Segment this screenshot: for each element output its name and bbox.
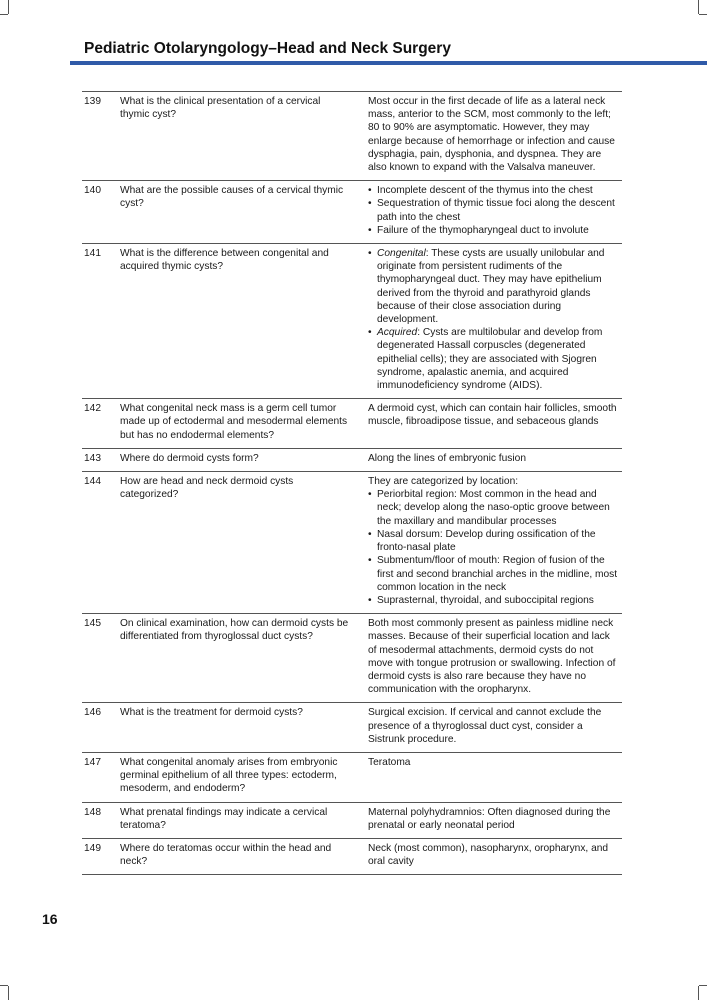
term-text: : Cysts are multilobular and develop from degenerated Hassall corpuscles (degenerated epithelial cells); they are associated with Sjogren syndrome, apalastic anemia, and acquired immunodeficiency syndrome (AIDS). — [377, 327, 603, 392]
table-row — [82, 802, 622, 838]
answer-intro: They are categorized by location: — [368, 476, 519, 488]
running-header-title: Pediatric Otolaryngology–Head and Neck Surgery — [84, 40, 451, 57]
crop-mark — [0, 14, 8, 15]
crop-mark — [0, 985, 8, 986]
table-row — [82, 614, 622, 703]
crop-mark — [8, 986, 9, 1000]
list-item — [368, 247, 618, 326]
term-text: : These cysts are usually unilobular and originate from persistent rudiments of the thymopharyngeal duct. They may have epithelium derived from the thyroid and parathyroid glands because of their close association during development. — [377, 248, 605, 326]
question-number: 147 — [82, 752, 120, 802]
question-text: What is the difference between congenital and acquired thymic cysts? — [120, 244, 362, 399]
term-label: Congenital — [377, 248, 426, 260]
question-number: 149 — [82, 838, 120, 874]
question-number: 143 — [82, 448, 120, 471]
answer-text: Along the lines of embryonic fusion — [362, 448, 622, 471]
crop-mark — [699, 985, 707, 986]
question-text: What congenital neck mass is a germ cell tumor made up of ectodermal and mesodermal elements but has no endodermal elements? — [120, 399, 362, 449]
list-item: • Periorbital region: Most common in the head and neck; develop along the naso-optic groove between the maxillary and mandibular processes — [368, 488, 618, 528]
question-text: What is the treatment for dermoid cysts? — [120, 703, 362, 753]
question-text: What prenatal findings may indicate a cervical teratoma? — [120, 802, 362, 838]
answer-text: Teratoma — [362, 752, 622, 802]
list-item: • Failure of the thymopharyngeal duct to involute — [368, 224, 618, 237]
table-row — [82, 838, 622, 874]
crop-mark — [698, 0, 699, 14]
list-item — [368, 326, 618, 392]
question-text: What congenital anomaly arises from embryonic germinal epithelium of all three types: ectoderm, mesoderm, and endoderm? — [120, 752, 362, 802]
question-text: What is the clinical presentation of a cervical thymic cyst? — [120, 92, 362, 181]
question-number: 140 — [82, 181, 120, 244]
list-item: • Submentum/floor of mouth: Region of fusion of the first and second branchial arches in the midline, most common location in the neck — [368, 554, 618, 594]
question-number: 139 — [82, 92, 120, 181]
answer-cell — [362, 244, 622, 399]
answer-text: A dermoid cyst, which can contain hair follicles, smooth muscle, fibroadipose tissue, and sebaceous glands — [362, 399, 622, 449]
list-item: • Suprasternal, thyroidal, and suboccipital regions — [368, 594, 618, 607]
answer-text: Neck (most common), nasopharynx, oropharynx, and oral cavity — [362, 838, 622, 874]
answer-text: Both most commonly present as painless midline neck masses. Because of their superficial location and lack of mesodermal attachments, dermoid cysts do not move with tongue protrusion or swallowing. Infection of dermoid cysts is also rare because they have no communication with the oropharynx. — [362, 614, 622, 703]
crop-mark — [698, 986, 699, 1000]
question-number: 145 — [82, 614, 120, 703]
table-row — [82, 244, 622, 399]
crop-mark — [8, 0, 9, 14]
question-number: 146 — [82, 703, 120, 753]
question-text: On clinical examination, how can dermoid cysts be differentiated from thyroglossal duct cysts? — [120, 614, 362, 703]
table-row — [82, 448, 622, 471]
table-row — [82, 399, 622, 449]
header-rule — [70, 61, 707, 65]
list-item: • Sequestration of thymic tissue foci along the descent path into the chest — [368, 197, 618, 223]
question-number: 141 — [82, 244, 120, 399]
answer-text: Maternal polyhydramnios: Often diagnosed during the prenatal or early neonatal period — [362, 802, 622, 838]
list-item: • Incomplete descent of the thymus into the chest — [368, 184, 618, 197]
table-row — [82, 752, 622, 802]
question-number: 144 — [82, 472, 120, 614]
table-row — [82, 92, 622, 181]
answer-list — [368, 247, 618, 392]
question-number: 142 — [82, 399, 120, 449]
term-label: Acquired — [377, 327, 418, 339]
question-text: What are the possible causes of a cervical thymic cyst? — [120, 181, 362, 244]
table-row — [82, 472, 622, 614]
question-text: How are head and neck dermoid cysts categorized? — [120, 472, 362, 614]
qa-table — [82, 91, 622, 875]
answer-cell — [362, 181, 622, 244]
answer-list — [368, 184, 618, 237]
question-text: Where do teratomas occur within the head and neck? — [120, 838, 362, 874]
table-row — [82, 703, 622, 753]
answer-list — [368, 488, 618, 607]
list-item: • Nasal dorsum: Develop during ossification of the fronto-nasal plate — [368, 528, 618, 554]
answer-cell — [362, 472, 622, 614]
answer-text: Most occur in the first decade of life as a lateral neck mass, anterior to the SCM, most commonly to the left; 80 to 90% are asymptomatic. However, they may enlarge because of hemorrhage or infection and cause dysphagia, pain, dysphonia, and dyspnea. They are also known to expand with the Valsalva maneuver. — [362, 92, 622, 181]
answer-text: Surgical excision. If cervical and cannot exclude the presence of a thyroglossal duct cyst, consider a Sistrunk procedure. — [362, 703, 622, 753]
page-number: 16 — [42, 911, 58, 927]
question-number: 148 — [82, 802, 120, 838]
crop-mark — [699, 14, 707, 15]
table-row — [82, 181, 622, 244]
question-text: Where do dermoid cysts form? — [120, 448, 362, 471]
